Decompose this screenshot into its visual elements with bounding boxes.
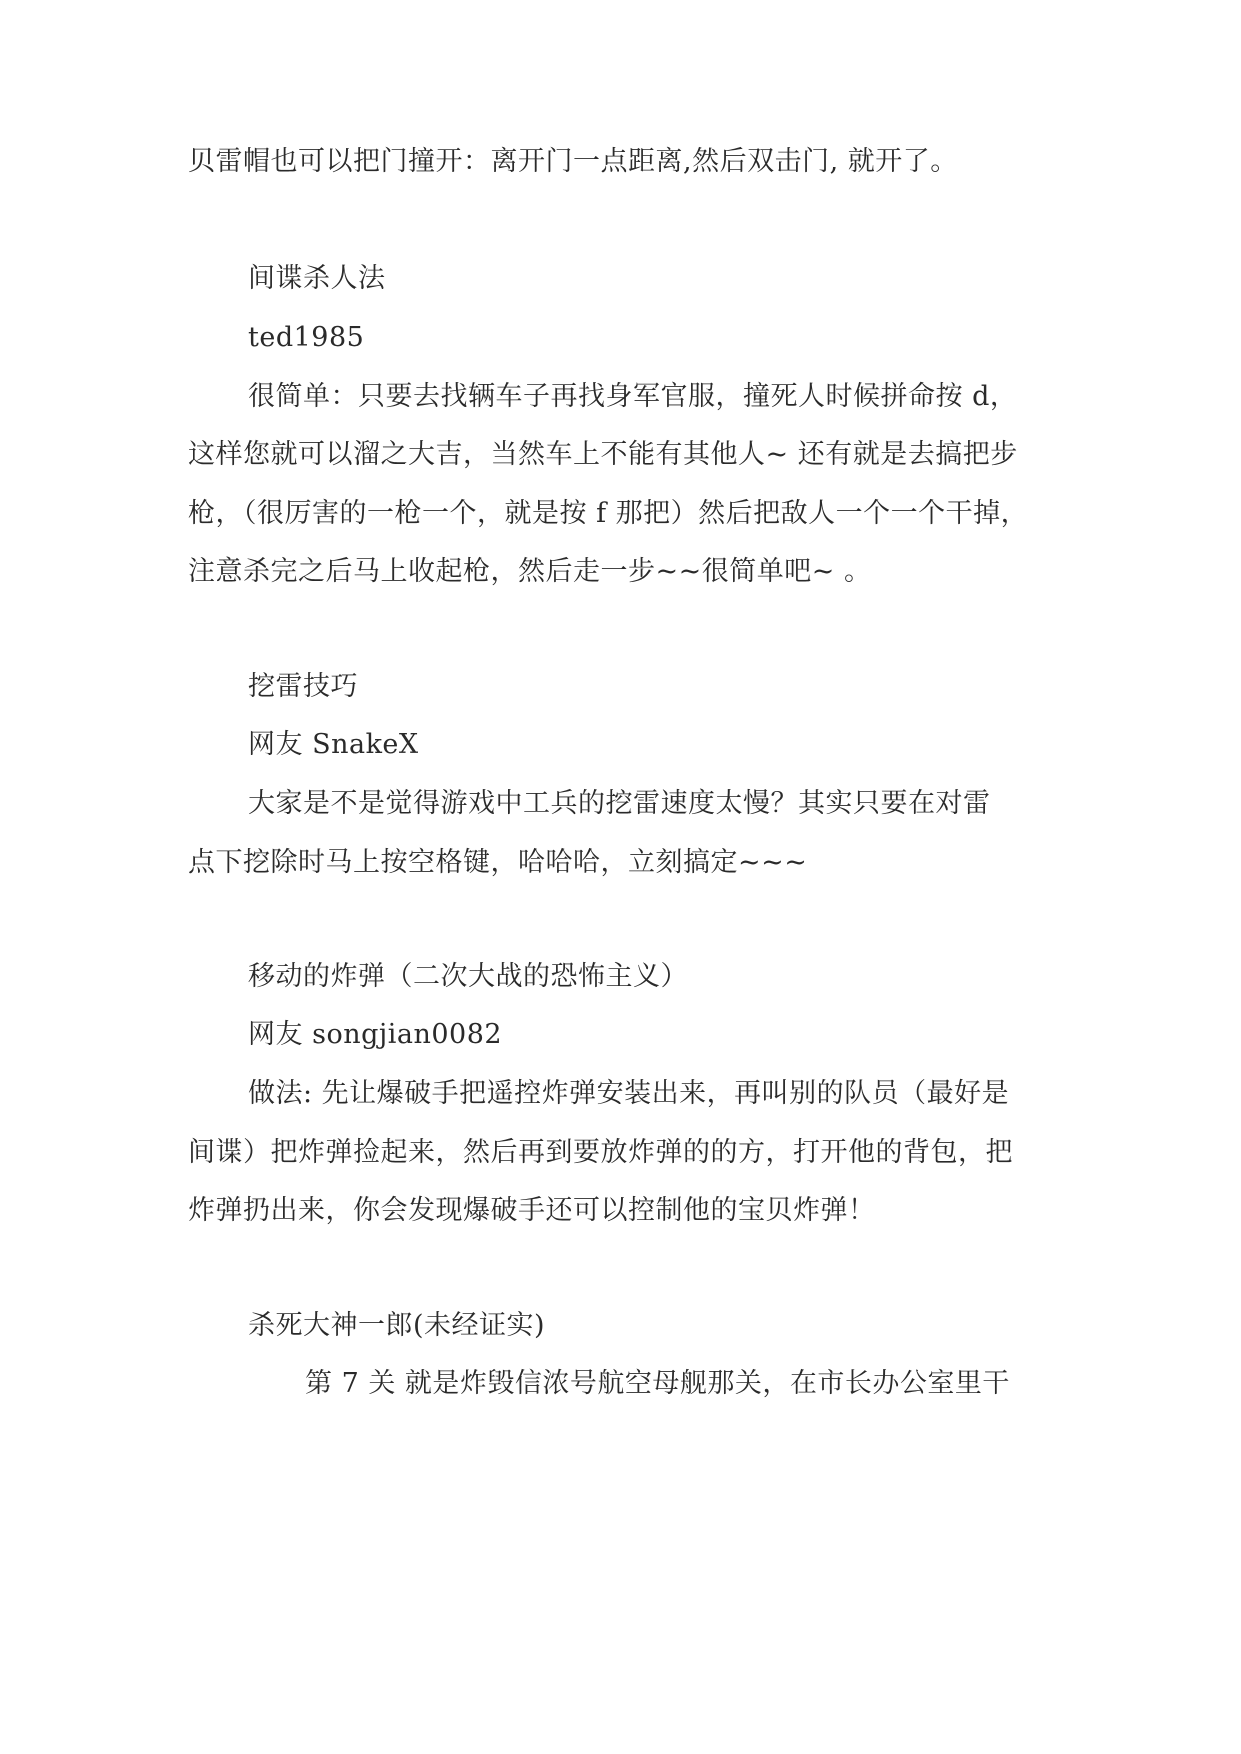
paragraph-line: 注意杀完之后马上收起枪，然后走一步~~很简单吧~ 。 — [188, 556, 872, 587]
paragraph-line: 做法: 先让爆破手把遥控炸弹安装出来，再叫别的队员（最好是 — [248, 1078, 1010, 1109]
paragraph-line: 贝雷帽也可以把门撞开：离开门一点距离,然后双击门, 就开了。 — [188, 146, 958, 177]
paragraph-line: 间谍）把炸弹捡起来，然后再到要放炸弹的的方，打开他的背包，把 — [188, 1137, 1013, 1168]
section-title: 移动的炸弹（二次大战的恐怖主义） — [248, 961, 688, 992]
section-author: 网友 SnakeX — [248, 729, 419, 760]
section-author: 网友 songjian0082 — [248, 1019, 503, 1050]
paragraph-line: 第 7 关 就是炸毁信浓号航空母舰那关，在市长办公室里干 — [305, 1368, 1010, 1399]
paragraph-line: 点下挖除时马上按空格键，哈哈哈，立刻搞定~~~ — [188, 847, 808, 878]
paragraph-line: 枪，（很厉害的一枪一个，就是按 f 那把）然后把敌人一个一个干掉， — [188, 498, 1029, 529]
paragraph-line: 这样您就可以溜之大吉，当然车上不能有其他人~ 还有就是去搞把步 — [188, 439, 1018, 470]
section-title: 杀死大神一郎(未经证实) — [248, 1310, 546, 1341]
section-title: 挖雷技巧 — [248, 671, 358, 702]
paragraph-line: 炸弹扔出来，你会发现爆破手还可以控制他的宝贝炸弹！ — [188, 1195, 876, 1226]
section-author: ted1985 — [248, 322, 365, 353]
paragraph-line: 大家是不是觉得游戏中工兵的挖雷速度太慢？其实只要在对雷 — [248, 788, 991, 819]
section-title: 间谍杀人法 — [248, 263, 386, 294]
paragraph-line: 很简单：只要去找辆车子再找身军官服，撞死人时候拼命按 d， — [248, 381, 1018, 412]
